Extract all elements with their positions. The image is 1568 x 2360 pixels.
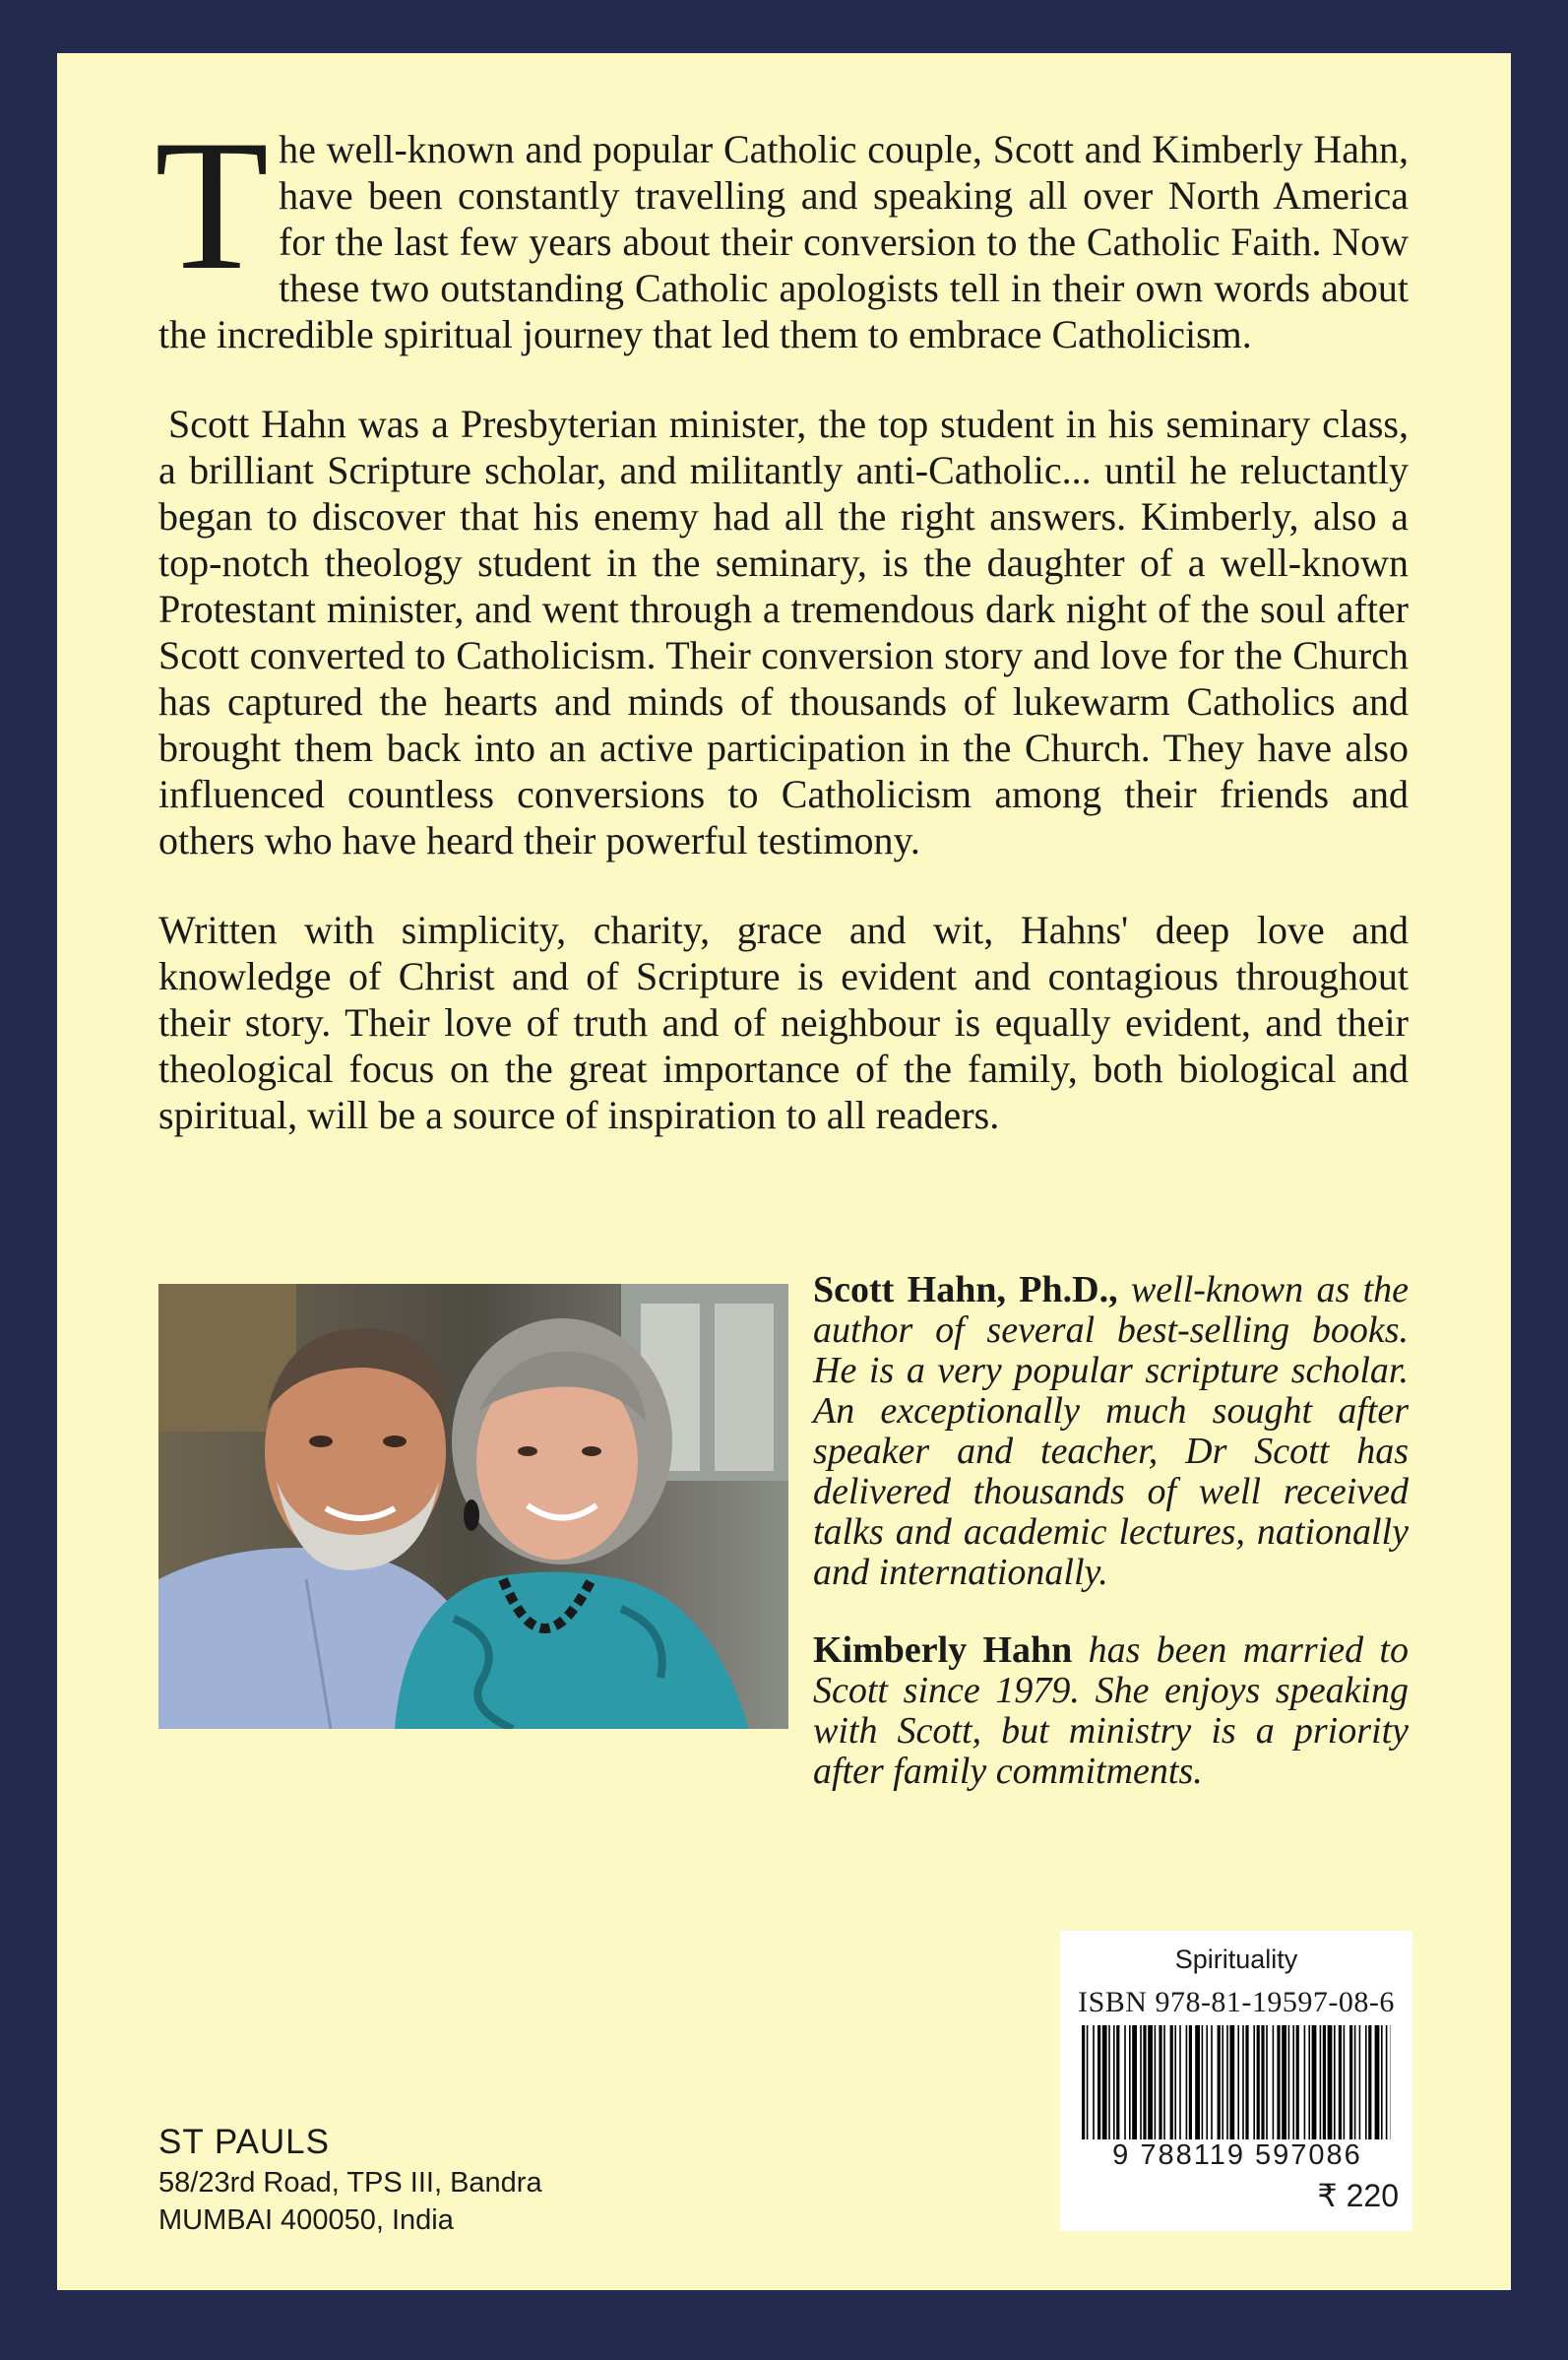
blurb-paragraph-3: Written with simplicity, charity, grace and wit, Hahns' deep love and knowledge of Christ and of Scripture is evident and contagious throughout their story. Their love of truth and of neighbour is equally evident, and their theological focus on the great importance of the family, both biological and spiritual, will be a source of inspiration to all readers. [158, 908, 1409, 1137]
barcode-bar [1328, 2025, 1333, 2139]
barcode-bar [1132, 2025, 1137, 2139]
barcode-icon [1082, 2025, 1391, 2139]
category-label: Spirituality [1174, 1945, 1298, 1974]
barcode-bar [1339, 2025, 1342, 2139]
back-cover [57, 53, 1511, 2290]
barcode-bar [1375, 2025, 1380, 2139]
author-bios [813, 1270, 1409, 1829]
barcode-bar [1116, 2025, 1119, 2139]
barcode-bar [1266, 2025, 1268, 2139]
publisher-address-line-1: 58/23rd Road, TPS III, Bandra [158, 2167, 542, 2199]
barcode-bar [1273, 2025, 1275, 2139]
barcode-bar [1102, 2025, 1107, 2139]
bio-scott-text: well-known as the author of several best-selling books. He is a very popular scripture scholar. An exceptionally much sought after speaker and teacher, Dr Scott has delivered thousands of well received talks and academic lectures, nationally and internationally. [813, 1269, 1410, 1593]
barcode-bar [1174, 2025, 1176, 2139]
publisher-block [158, 2121, 542, 2239]
barcode-bar [1304, 2025, 1306, 2139]
barcode-bar [1155, 2025, 1157, 2139]
barcode-bar [1349, 2025, 1352, 2139]
barcode-bar [1323, 2025, 1326, 2139]
barcode-bar [1108, 2025, 1110, 2139]
barcode-digits: 9 788119 597086 [1112, 2139, 1362, 2171]
bio-scott-name: Scott Hahn, Ph.D., [813, 1269, 1118, 1310]
barcode-bar [1344, 2025, 1346, 2139]
barcode-bar [1206, 2025, 1208, 2139]
blurb-paragraph-1-text: he well-known and popular Catholic couple, Scott and Kimberly Hahn, have been constantly travelling and speaking all over North America for the last few years about their conversion to the Catholic Faith. Now these two outstanding Catholic apologists tell in their own words about the incredible spiritual journey that led them to embrace Catholicism. [158, 127, 1409, 356]
barcode-bar [1282, 2025, 1286, 2139]
barcode-bar [1087, 2025, 1089, 2139]
barcode-bar [1253, 2025, 1255, 2139]
barcode-bar [1354, 2025, 1356, 2139]
barcode-bar [1368, 2025, 1371, 2139]
barcode-bar [1098, 2025, 1100, 2139]
barcode-bar [1202, 2025, 1204, 2139]
publisher-address-line-2: MUMBAI 400050, India [158, 2204, 454, 2236]
bio-kimberly-text: has been married to Scott since 1979. She enjoys speaking with Scott, but ministry is a priority after family commitments. [813, 1629, 1409, 1792]
barcode-bar [1320, 2025, 1322, 2139]
barcode-bar [1170, 2025, 1173, 2139]
bio-kimberly-name: Kimberly Hahn [813, 1629, 1073, 1671]
barcode-bar [1257, 2025, 1260, 2139]
publisher-name: ST PAULS [158, 2123, 330, 2161]
barcode-bar [1242, 2025, 1244, 2139]
barcode-bar [1222, 2025, 1223, 2139]
barcode-bar [1163, 2025, 1165, 2139]
barcode-bar [1186, 2025, 1188, 2139]
drop-cap: T [155, 102, 270, 309]
blurb-paragraph-1 [155, 102, 1409, 357]
barcode-bar [1292, 2025, 1294, 2139]
barcode-bar [1365, 2025, 1367, 2139]
barcode-bar [1312, 2025, 1317, 2139]
barcode-bar [1124, 2025, 1126, 2139]
barcode-bar [1296, 2025, 1299, 2139]
blurb [155, 102, 1409, 1181]
barcode-bar [1229, 2025, 1234, 2139]
barcode-bar [1129, 2025, 1131, 2139]
isbn-label: ISBN 978-81-19597-08-6 [1078, 1986, 1395, 2018]
barcode-bar [1211, 2025, 1213, 2139]
barcode-bar [1195, 2025, 1200, 2139]
author-photo-image [158, 1284, 788, 1729]
bio-scott [813, 1270, 1409, 1593]
barcode-bar [1359, 2025, 1361, 2139]
barcode-bar [1245, 2025, 1248, 2139]
barcode-bar [1261, 2025, 1264, 2139]
bio-kimberly [813, 1630, 1409, 1792]
barcode-bar [1143, 2025, 1146, 2139]
barcode-bar [1113, 2025, 1115, 2139]
barcode-bar [1148, 2025, 1153, 2139]
author-photo [158, 1284, 788, 1729]
barcode-bar [1159, 2025, 1161, 2139]
barcode-bar [1277, 2025, 1280, 2139]
barcode-panel [1060, 1931, 1412, 2231]
barcode-bar [1179, 2025, 1181, 2139]
barcode-bar [1381, 2025, 1383, 2139]
barcode-bar [1226, 2025, 1228, 2139]
barcode-bar [1082, 2025, 1085, 2139]
barcode-bar [1308, 2025, 1310, 2139]
barcode-bar [1218, 2025, 1221, 2139]
barcode-bar [1093, 2025, 1095, 2139]
barcode-bar [1140, 2025, 1142, 2139]
barcode-bar [1334, 2025, 1336, 2139]
barcode-bar [1189, 2025, 1192, 2139]
blurb-paragraph-2: Scott Hahn was a Presbyterian minister, the top student in his seminary class, a brilliant Scripture scholar, and militantly anti-Catholic... until he reluctantly began to discover that his enemy had all the right answers. Kimberly, also a top-notch theology student in the seminary, is the daughter of a well-known Protestant minister, and went through a tremendous dark night of the soul after Scott converted to Catholicism. Their conversion story and love for the Church has captured the hearts and minds of thousands of lukewarm Catholics and brought them back into an active participation in the Church. They have also influenced countless conversions to Catholicism among their friends and others who have heard their powerful testimony. [158, 402, 1409, 862]
barcode-bar [1288, 2025, 1290, 2139]
price-label: ₹ 220 [1317, 2178, 1399, 2213]
barcode-bar [1237, 2025, 1239, 2139]
barcode-bar [1386, 2025, 1388, 2139]
